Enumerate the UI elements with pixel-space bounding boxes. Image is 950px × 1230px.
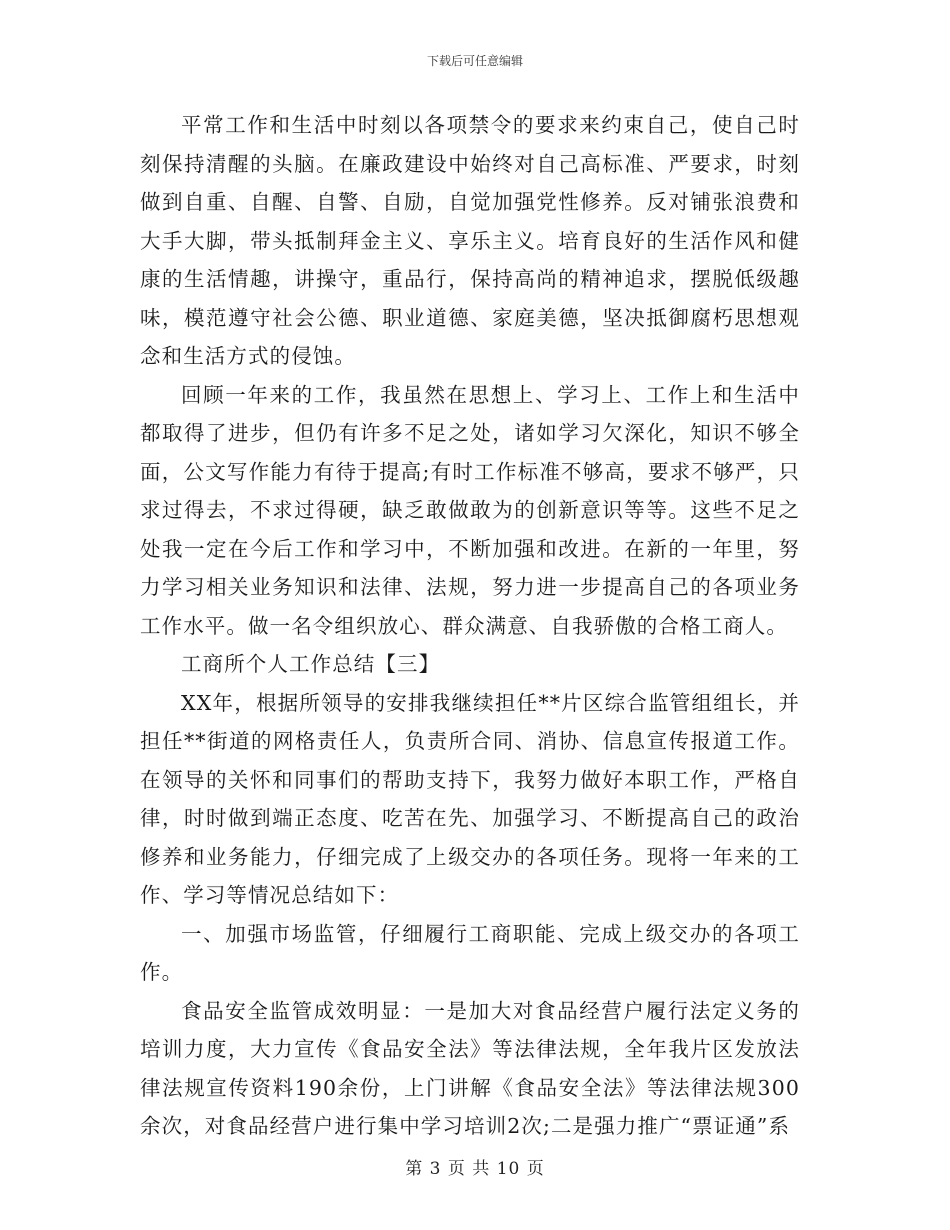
page-number: 第 3 页 共 10 页 (405, 1159, 545, 1179)
paragraph-intro: XX年，根据所领导的安排我继续担任**片区综合监管组组长，并担任**街道的网格责任人，负责所合同、消协、信息宣传报道工作。在领导的关怀和同事们的帮助支持下，我努力做好本职工作，严格自律，时时做到端正态度、吃苦在先、加强学习、不断提高自己的政治修养和业务能力，仔细完成了上级交办的各项任务。现将一年来的工作、学习等情况总结如下： (140, 690, 800, 907)
section-heading: 工商所个人工作总结【三】 (181, 652, 441, 676)
paragraph-item-one: 一、加强市场监管，仔细履行工商职能、完成上级交办的各项工作。 (140, 921, 800, 984)
paragraph-conduct: 平常工作和生活中时刻以各项禁令的要求来约束自己，使自己时刻保持清醒的头脑。在廉政建设中始终对自己高标准、严要求，时刻做到自重、自醒、自警、自励，自觉加强党性修养。反对铺张浪费和大手大脚，带头抵制拜金主义、享乐主义。培育良好的生活作风和健康的生活情趣，讲操守，重品行，保持高尚的精神追求，摆脱低级趣味，模范遵守社会公德、职业道德、家庭美德，坚决抵御腐朽思想观念和生活方式的侵蚀。 (140, 113, 800, 368)
paragraph-food-safety: 食品安全监管成效明显：一是加大对食品经营户履行法定义务的培训力度，大力宣传《食品安全法》等法律法规，全年我片区发放法律法规宣传资料190余份，上门讲解《食品安全法》等法律法规300余次，对食品经营户进行集中学习培训2次;二是强力推广“票证通”系 (140, 998, 800, 1138)
paragraph-review: 回顾一年来的工作，我虽然在思想上、学习上、工作上和生活中都取得了进步，但仍有许多不足之处，诸如学习欠深化，知识不够全面，公文写作能力有待于提高;有时工作标准不够高，要求不够严，只求过得去，不求过得硬，缺乏敢做敢为的创新意识等等。这些不足之处我一定在今后工作和学习中，不断加强和改进。在新的一年里，努力学习相关业务知识和法律、法规，努力进一步提高自己的各项业务工作水平。做一名令组织放心、群众满意、自我骄傲的合格工商人。 (140, 382, 800, 638)
document-body (140, 106, 800, 1146)
page-header-note: 下载后可任意编辑 (426, 54, 523, 68)
